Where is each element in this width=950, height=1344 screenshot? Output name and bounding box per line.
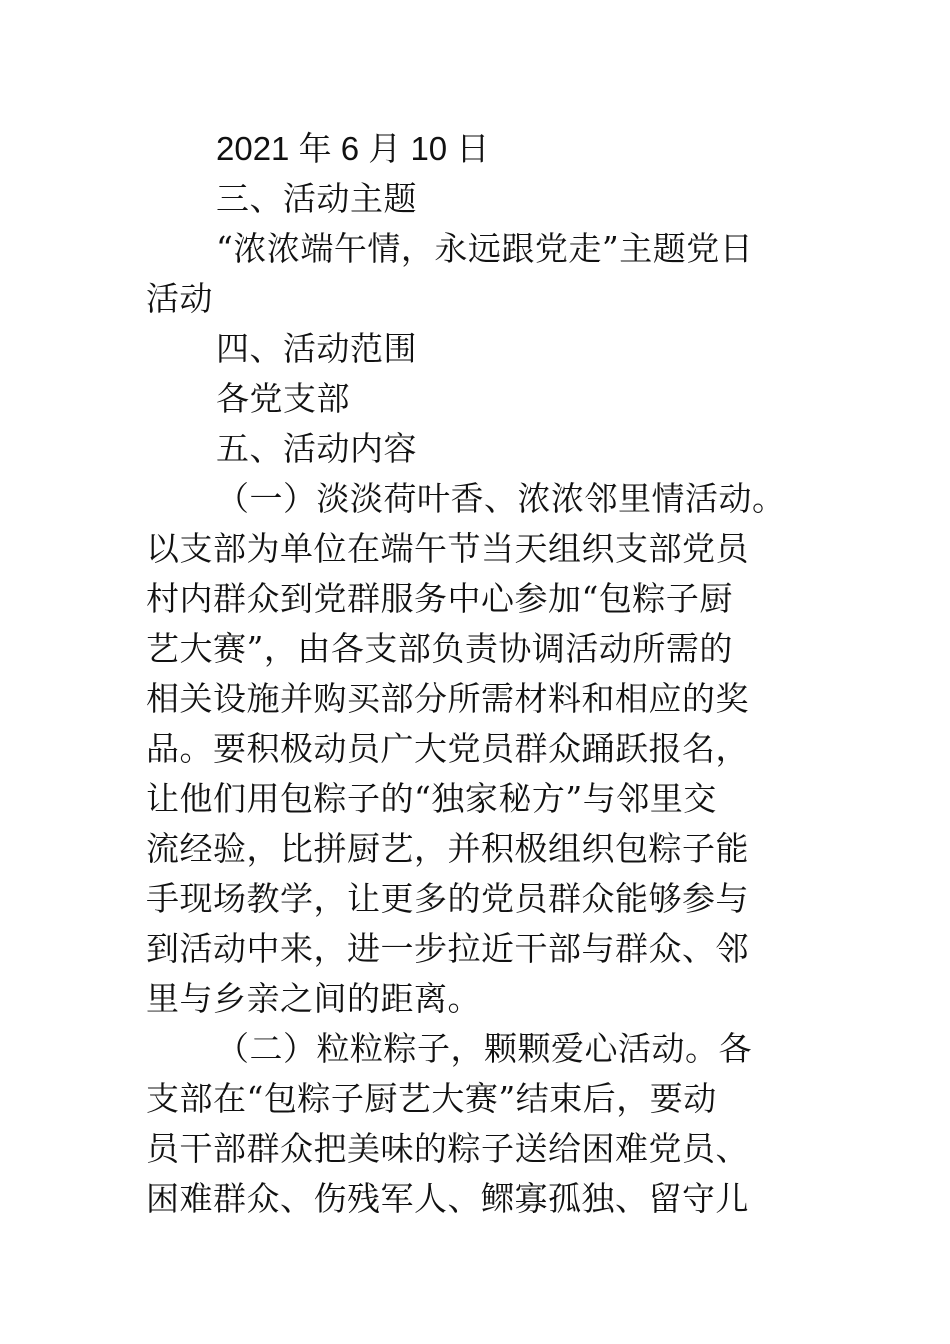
paragraph-line: 支部在“包粽子厨艺大赛”结束后，要动	[146, 1079, 717, 1118]
scope-text: 各党支部	[216, 379, 350, 418]
paragraph-line: 品。要积极动员广大党员群众踊跃报名，	[146, 729, 749, 768]
paragraph-line: （二）粒粒粽子，颗颗爱心活动。各	[216, 1029, 752, 1068]
theme-paragraph	[146, 224, 810, 324]
paragraph-line: 相关设施并购买部分所需材料和相应的奖	[146, 679, 749, 718]
paragraph-line: 手现场教学，让更多的党员群众能够参与	[146, 879, 749, 918]
paragraph-line: 村内群众到党群服务中心参加“包粽子厨	[146, 579, 733, 618]
section-heading-content: 五、活动内容	[216, 429, 417, 468]
paragraph-line: 里与乡亲之间的距离。	[146, 979, 481, 1018]
paragraph-line: 艺大赛”，由各支部负责协调活动所需的	[146, 629, 733, 668]
paragraph-line: 流经验，比拼厨艺，并积极组织包粽子能	[146, 829, 749, 868]
paragraph-line: 到活动中来，进一步拉近干部与群众、邻	[146, 929, 749, 968]
content-item-2	[146, 1024, 810, 1224]
paragraph-line: 让他们用包粽子的“独家秘方”与邻里交	[146, 779, 717, 818]
section-heading-theme: 三、活动主题	[216, 179, 417, 218]
date-line: 2021 年 6 月 10 日	[216, 130, 490, 167]
content-item-1	[146, 474, 810, 1024]
theme-line: 活动	[146, 279, 213, 318]
theme-line: “浓浓端午情，永远跟党走”主题党日	[216, 229, 754, 268]
paragraph-line: 以支部为单位在端午节当天组织支部党员	[146, 529, 749, 568]
paragraph-line: （一）淡淡荷叶香、浓浓邻里情活动。	[216, 479, 786, 518]
document-body	[146, 124, 810, 1224]
paragraph-line: 困难群众、伤残军人、鳏寡孤独、留守儿	[146, 1179, 749, 1218]
paragraph-line: 员干部群众把美味的粽子送给困难党员、	[146, 1129, 749, 1168]
section-heading-scope: 四、活动范围	[216, 329, 417, 368]
